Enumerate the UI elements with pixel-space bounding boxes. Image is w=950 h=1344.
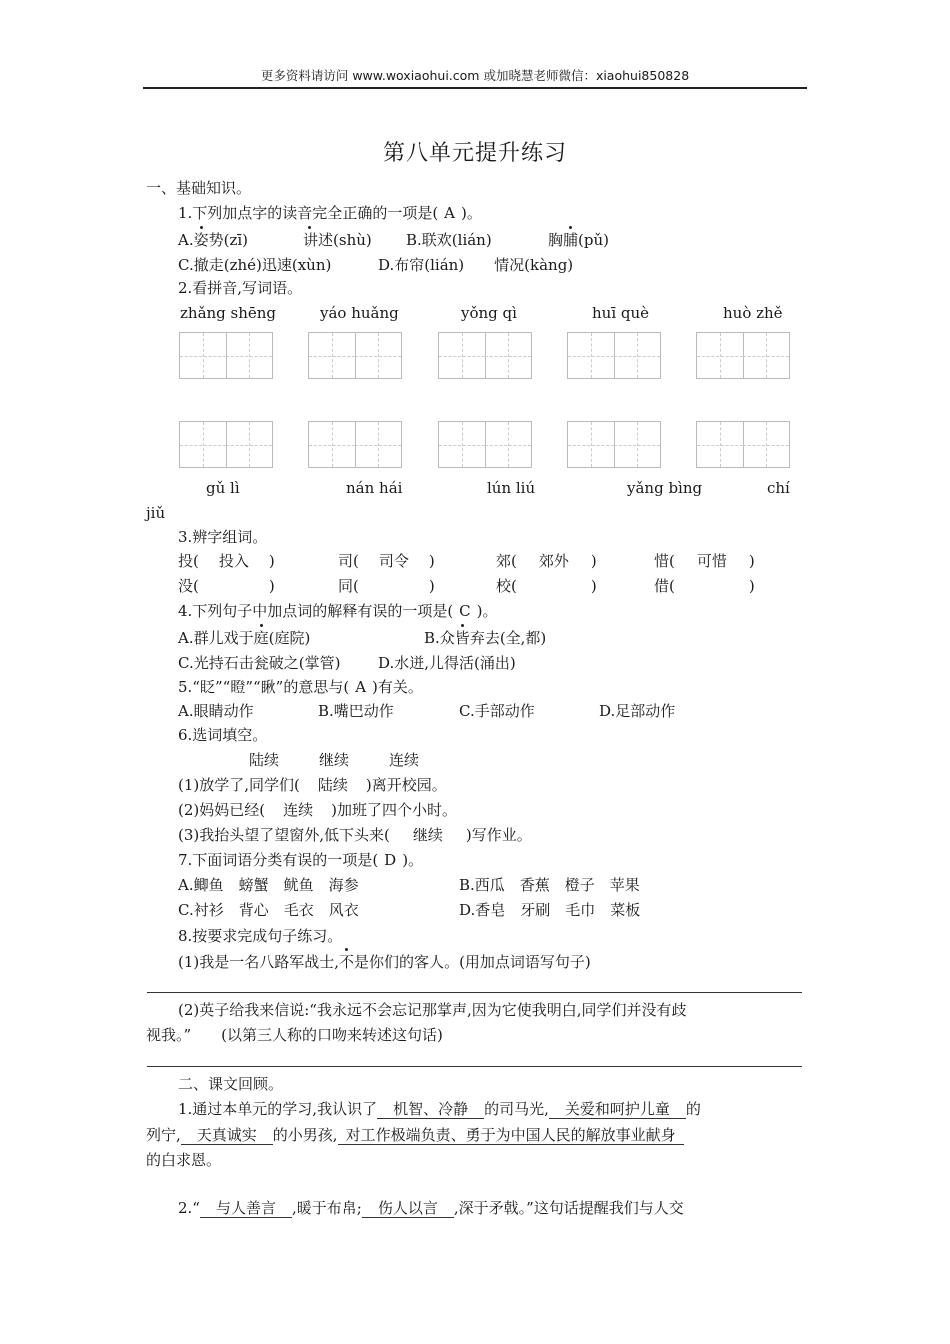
q3-item: [178, 576, 275, 596]
page-title: 第八单元提升练习: [382, 141, 567, 166]
q4-stem-post: )。: [476, 602, 498, 620]
q6-sentence-1: [178, 775, 447, 795]
pinyin-6: gǔ lì: [206, 479, 240, 497]
s2-q1-answer-1: 机智、冷静: [377, 1100, 484, 1119]
q8-p1-mid: 是你们的客人: [354, 953, 445, 971]
q4-option-a: [178, 628, 310, 648]
q1-a-label: A.: [178, 231, 194, 249]
q3-close: ): [428, 577, 435, 595]
q8-part-2-line1: (2)英子给我来信说:“我永远不会忘记那掌声,因为它使我明白,同学们并没有歧: [178, 1001, 687, 1019]
s2-q2-text-1: ,暖于布帛;: [292, 1199, 362, 1217]
s2-q1-line1: [178, 1099, 701, 1119]
q6-s2-answer: 连续: [283, 801, 314, 819]
pinyin-5: huò zhě: [723, 304, 783, 322]
q5-stem-post: )有关。: [372, 678, 423, 696]
writing-grid[interactable]: [567, 332, 661, 379]
q3-answer: 郊外: [538, 552, 569, 570]
q3-item: [338, 576, 435, 596]
s2-q2-answer-1: 与人善言: [200, 1199, 292, 1218]
q1-a2-text: 述(shù): [318, 231, 372, 249]
q3-close: ): [268, 577, 275, 595]
q1-stem-pre: 1.下列加点字的读音完全正确的一项是(: [178, 204, 439, 222]
q6-word: 连续: [389, 751, 420, 769]
q4-stem: [178, 601, 498, 621]
q3-close: ): [590, 552, 597, 570]
q4-answer: C: [459, 602, 471, 620]
q1-b-label: B.联: [406, 231, 437, 249]
q5-option: D.足部动作: [599, 702, 676, 720]
q6-s1-answer: 陆续: [317, 776, 348, 794]
page-header: 更多资料请访问 www.woxiaohui.com 或加晓慧老师微信：xiaohui850828: [260, 68, 690, 83]
q3-item: [338, 551, 435, 571]
q7-option-b: B.西瓜 香蕉 橙子 苹果: [459, 876, 640, 894]
q6-s2-post: )加班了四个小时。: [331, 801, 457, 819]
section-2-heading: 二、课文回顾。: [178, 1075, 284, 1093]
s2-q2-pre: 2.“: [178, 1199, 200, 1217]
q7-option-c: C.衬衫 背心 毛衣 风衣: [178, 901, 359, 919]
q7-stem: [178, 850, 423, 870]
writing-grid[interactable]: [696, 332, 790, 379]
s2-q1-answer-3: 天真诚实: [181, 1126, 273, 1145]
q3-char: 郊(: [496, 552, 517, 570]
q7-option-a: A.鲫鱼 螃蟹 鱿鱼 海参: [178, 876, 359, 894]
q1-a2-dotted-char: 讲: [303, 231, 319, 249]
answer-line[interactable]: [147, 1066, 802, 1067]
writing-grid[interactable]: [308, 332, 402, 379]
s2-q2-line1: [178, 1198, 684, 1218]
q1-option-b: [406, 230, 492, 250]
q6-s2-pre: (2)妈妈已经(: [178, 801, 266, 819]
q8-stem: 8.按要求完成句子练习。: [178, 927, 343, 945]
header-rule: [143, 87, 807, 89]
q4-b-dotted-char: 皆: [454, 629, 470, 647]
q3-close: ): [748, 577, 755, 595]
q6-sentence-2: [178, 800, 457, 820]
q1-option-c: C.撤走(zhé)迅速(xùn): [178, 256, 332, 274]
q3-answer: 投入: [218, 552, 249, 570]
q5-stem: [178, 677, 423, 697]
q3-item: [496, 576, 597, 596]
q3-item: [178, 551, 275, 571]
q6-sentence-3: [178, 825, 532, 845]
q5-option: B.嘴巴动作: [318, 702, 394, 720]
writing-grid[interactable]: [567, 421, 661, 468]
pinyin-8: lún liú: [487, 479, 536, 497]
s2-q1-line2: [146, 1125, 684, 1145]
q1-option-a2: [301, 230, 372, 250]
s2-q1-text-1: 的司马光,: [484, 1100, 549, 1118]
q3-close: ): [428, 552, 435, 570]
q3-answer: 司令: [378, 552, 409, 570]
q3-char: 投(: [178, 552, 199, 570]
s2-q1-text-4: 的小男孩,: [272, 1126, 338, 1144]
q3-close: ): [748, 552, 755, 570]
q8-part-1: [178, 952, 591, 972]
pinyin-10-wrap: jiǔ: [146, 504, 166, 522]
pinyin-7: nán hái: [346, 479, 403, 497]
q6-word: 陆续: [249, 751, 280, 769]
answer-line[interactable]: [147, 992, 802, 993]
writing-grid[interactable]: [308, 421, 402, 468]
q3-char: 惜(: [654, 552, 675, 570]
writing-grid[interactable]: [179, 332, 273, 379]
q8-p1-pre: (1)我是一名八路军战士,: [178, 953, 340, 971]
q1-option-b2: [548, 230, 609, 250]
writing-grid[interactable]: [438, 332, 532, 379]
q3-close: ): [268, 552, 275, 570]
q5-option: C.手部动作: [459, 702, 535, 720]
q6-s3-answer: 继续: [412, 826, 443, 844]
q6-stem: 6.选词填空。: [178, 726, 268, 744]
pinyin-9: yǎng bìng: [627, 479, 703, 497]
s2-q1-text-3: 列宁,: [146, 1126, 181, 1144]
q8-p1-post: 。(用加点词语写句子): [444, 953, 591, 971]
q1-option-d: D.布帘(lián) 情况(kàng): [378, 256, 574, 274]
writing-grid[interactable]: [438, 421, 532, 468]
q3-answer: 可惜: [696, 552, 727, 570]
q3-char: 同(: [338, 577, 359, 595]
q3-char: 没(: [178, 577, 199, 595]
q5-stem-pre: 5.“眨”“瞪”“瞅”的意思与(: [178, 678, 350, 696]
s2-q1-answer-4: 对工作极端负责、勇于为中国人民的解放事业献身: [338, 1126, 684, 1145]
q1-b-text: 欢(lián): [436, 231, 492, 249]
q1-b2-text: (pǔ): [578, 231, 609, 249]
pinyin-2: yáo huǎng: [320, 304, 399, 322]
q4-b-post: 弃去(全,都): [469, 629, 547, 647]
q4-stem-pre: 4.下列句子中加点词的解释有误的一项是(: [178, 602, 454, 620]
q6-word: 继续: [319, 751, 350, 769]
q5-answer: A: [355, 678, 367, 696]
q3-item: [654, 576, 755, 596]
q4-a-dotted-char: 庭: [253, 629, 269, 647]
q1-a-dotted-char: 姿: [193, 231, 209, 249]
section-1-heading: 一、基础知识。: [146, 179, 252, 197]
s2-q2-text-2: ,深于矛戟。”这句话提醒我们与人交: [453, 1199, 684, 1217]
s2-q1-answer-2: 关爱和呵护儿童: [549, 1100, 686, 1119]
q1-answer: A: [444, 204, 456, 222]
q1-stem: [178, 203, 482, 223]
q4-option-d: D.水迸,儿得活(涌出): [378, 654, 516, 672]
q7-stem-post: )。: [402, 851, 424, 869]
s2-q1-pre: 1.通过本单元的学习,我认识了: [178, 1100, 378, 1118]
writing-grid[interactable]: [696, 421, 790, 468]
q3-close: ): [590, 577, 597, 595]
q6-s3-post: )写作业。: [465, 826, 532, 844]
q6-s3-pre: (3)我抬头望了望窗外,低下头来(: [178, 826, 390, 844]
q1-stem-post: )。: [461, 204, 482, 222]
q1-option-a: [178, 230, 248, 250]
q1-a-text: 势(zī): [208, 231, 249, 249]
q8-part-2-line2: 视我。” (以第三人称的口吻来转述这句话): [146, 1026, 443, 1044]
q1-b2-char: 胸: [548, 231, 564, 249]
q3-item: [496, 551, 597, 571]
q3-char: 借(: [654, 577, 675, 595]
q2-stem: 2.看拼音,写词语。: [178, 279, 303, 297]
q4-a-pre: A.群儿戏于: [178, 629, 254, 647]
s2-q2-answer-2: 伤人以言: [362, 1199, 454, 1218]
q3-stem: 3.辨字组词。: [178, 528, 268, 546]
s2-q1-text-2: 的: [685, 1100, 701, 1118]
q7-option-d: D.香皂 牙刷 毛巾 菜板: [459, 901, 641, 919]
pinyin-1: zhǎng shēng: [180, 304, 277, 322]
q4-a-post: (庭院): [268, 629, 311, 647]
q4-option-c: C.光持石击瓮破之(掌管): [178, 654, 341, 672]
pinyin-3: yǒng qì: [461, 304, 517, 322]
q6-s1-pre: (1)放学了,同学们(: [178, 776, 300, 794]
q4-option-b: [424, 628, 546, 648]
s2-q1-line3: 的白求恩。: [146, 1151, 222, 1169]
q5-option: A.眼睛动作: [178, 702, 254, 720]
q4-b-pre: B.众: [424, 629, 455, 647]
q7-answer: D: [384, 851, 397, 869]
q6-s1-post: )离开校园。: [365, 776, 447, 794]
q3-char: 司(: [338, 552, 359, 570]
q3-char: 校(: [496, 577, 517, 595]
writing-grid[interactable]: [179, 421, 273, 468]
q8-p1-dotted-char: 不: [339, 953, 355, 971]
pinyin-10: chí: [767, 479, 790, 497]
pinyin-4: huī què: [592, 304, 650, 322]
q3-item: [654, 551, 755, 571]
q7-stem-pre: 7.下面词语分类有误的一项是(: [178, 851, 379, 869]
q1-b2-dotted-char: 脯: [563, 231, 579, 249]
